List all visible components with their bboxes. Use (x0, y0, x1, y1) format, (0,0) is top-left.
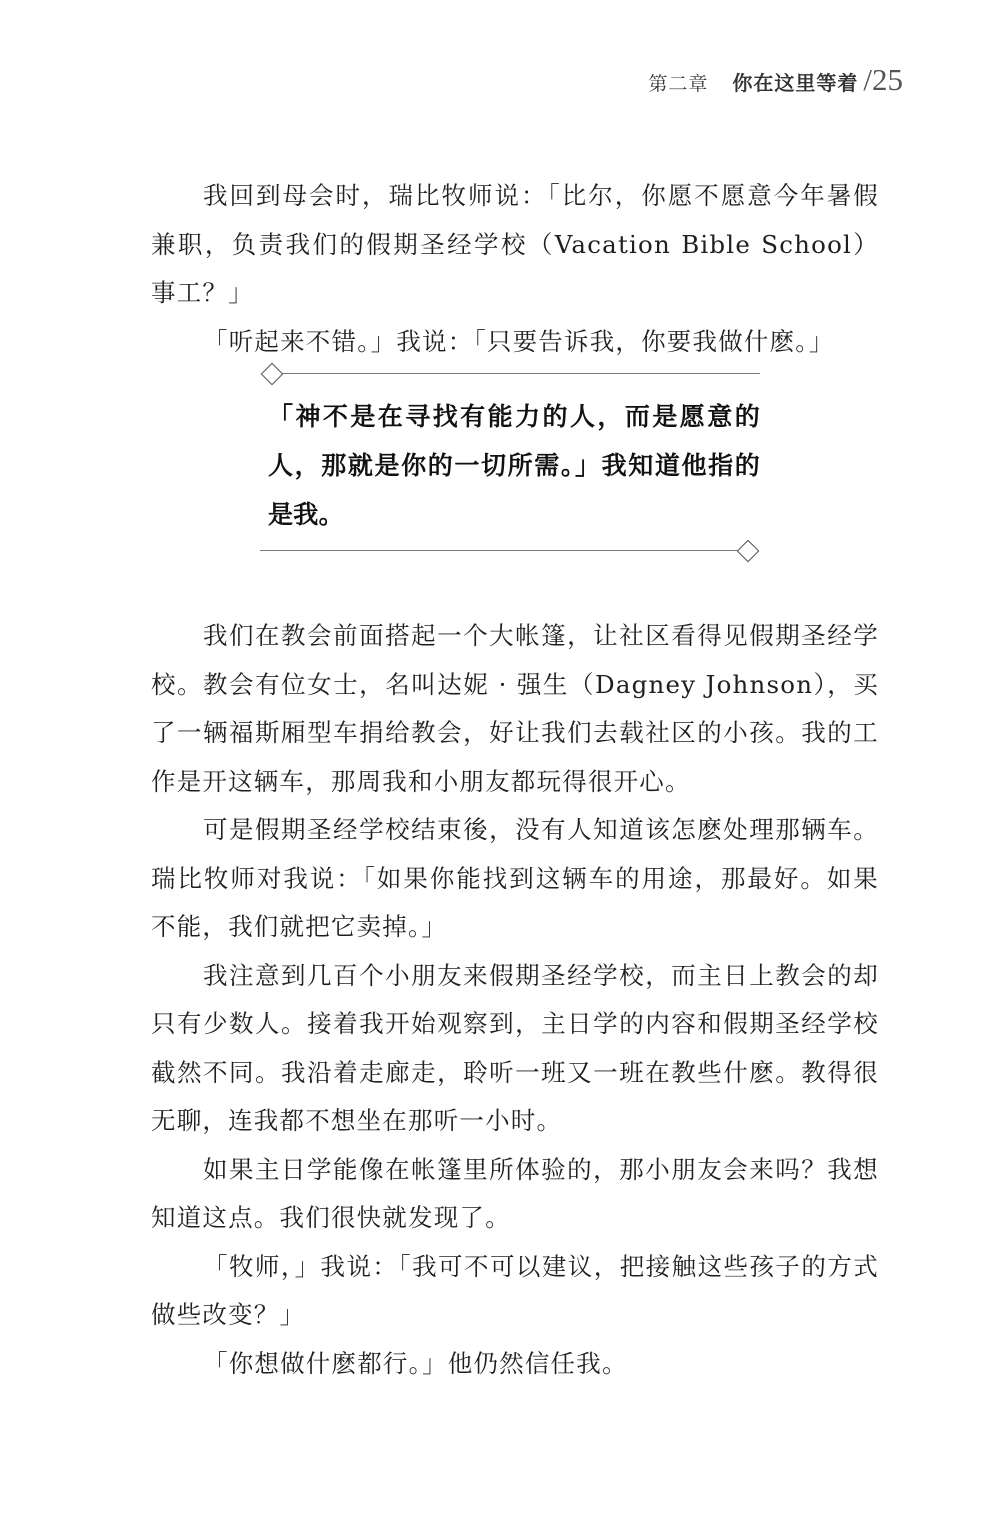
paragraph: 我们在教会前面搭起一个大帐篷，让社区看得见假期圣经学校。教会有位女士，名叫达妮 · 强生（Dagney Johnson），买了一辆福斯厢型车捐给教会，好让我们去载社区的小孩。我的工作是开这辆车，那周我和小朋友都玩得很开心。 (151, 621, 879, 796)
pull-quote-text: 「神不是在寻找有能力的人，而是愿意的人，那就是你的一切所需。」我知道他指的是我。 (268, 402, 760, 529)
bottom-rule (260, 550, 744, 551)
diamond-ornament-icon (737, 540, 760, 563)
chapter-title: 你在这里等着 (732, 71, 859, 95)
body-text-section-1 (151, 172, 879, 366)
paragraph: 可是假期圣经学校结束後，没有人知道该怎麽处理那辆车。瑞比牧师对我说：「如果你能找到这辆车的用途，那最好。如果不能，我们就把它卖掉。」 (151, 815, 879, 941)
paragraph: 「牧师，」我说：「我可不可以建议，把接触这些孩子的方式做些改变？」 (151, 1251, 879, 1329)
chapter-label: 第二章 (648, 73, 709, 95)
paragraph: 「听起来不错。」我说：「只要告诉我，你要我做什麽。」 (203, 326, 835, 356)
page-number: /25 (863, 62, 903, 97)
paragraph: 「你想做什麽都行。」他仍然信任我。 (203, 1348, 628, 1378)
paragraph: 我回到母会时，瑞比牧师说：「比尔，你愿不愿意今年暑假兼职，负责我们的假期圣经学校（Vacation Bible School）事工？」 (151, 181, 879, 307)
running-header (648, 62, 903, 98)
top-rule (274, 373, 760, 374)
pull-quote (258, 358, 762, 568)
paragraph: 如果主日学能像在帐篷里所体验的，那小朋友会来吗？我想知道这点。我们很快就发现了。 (151, 1154, 879, 1232)
body-text-section-2 (151, 612, 879, 1388)
diamond-ornament-icon (261, 363, 284, 386)
paragraph: 我注意到几百个小朋友来假期圣经学校，而主日上教会的却只有少数人。接着我开始观察到，主日学的内容和假期圣经学校截然不同。我沿着走廊走，聆听一班又一班在教些什麽。教得很无聊，连我都不想坐在那听一小时。 (151, 960, 879, 1135)
